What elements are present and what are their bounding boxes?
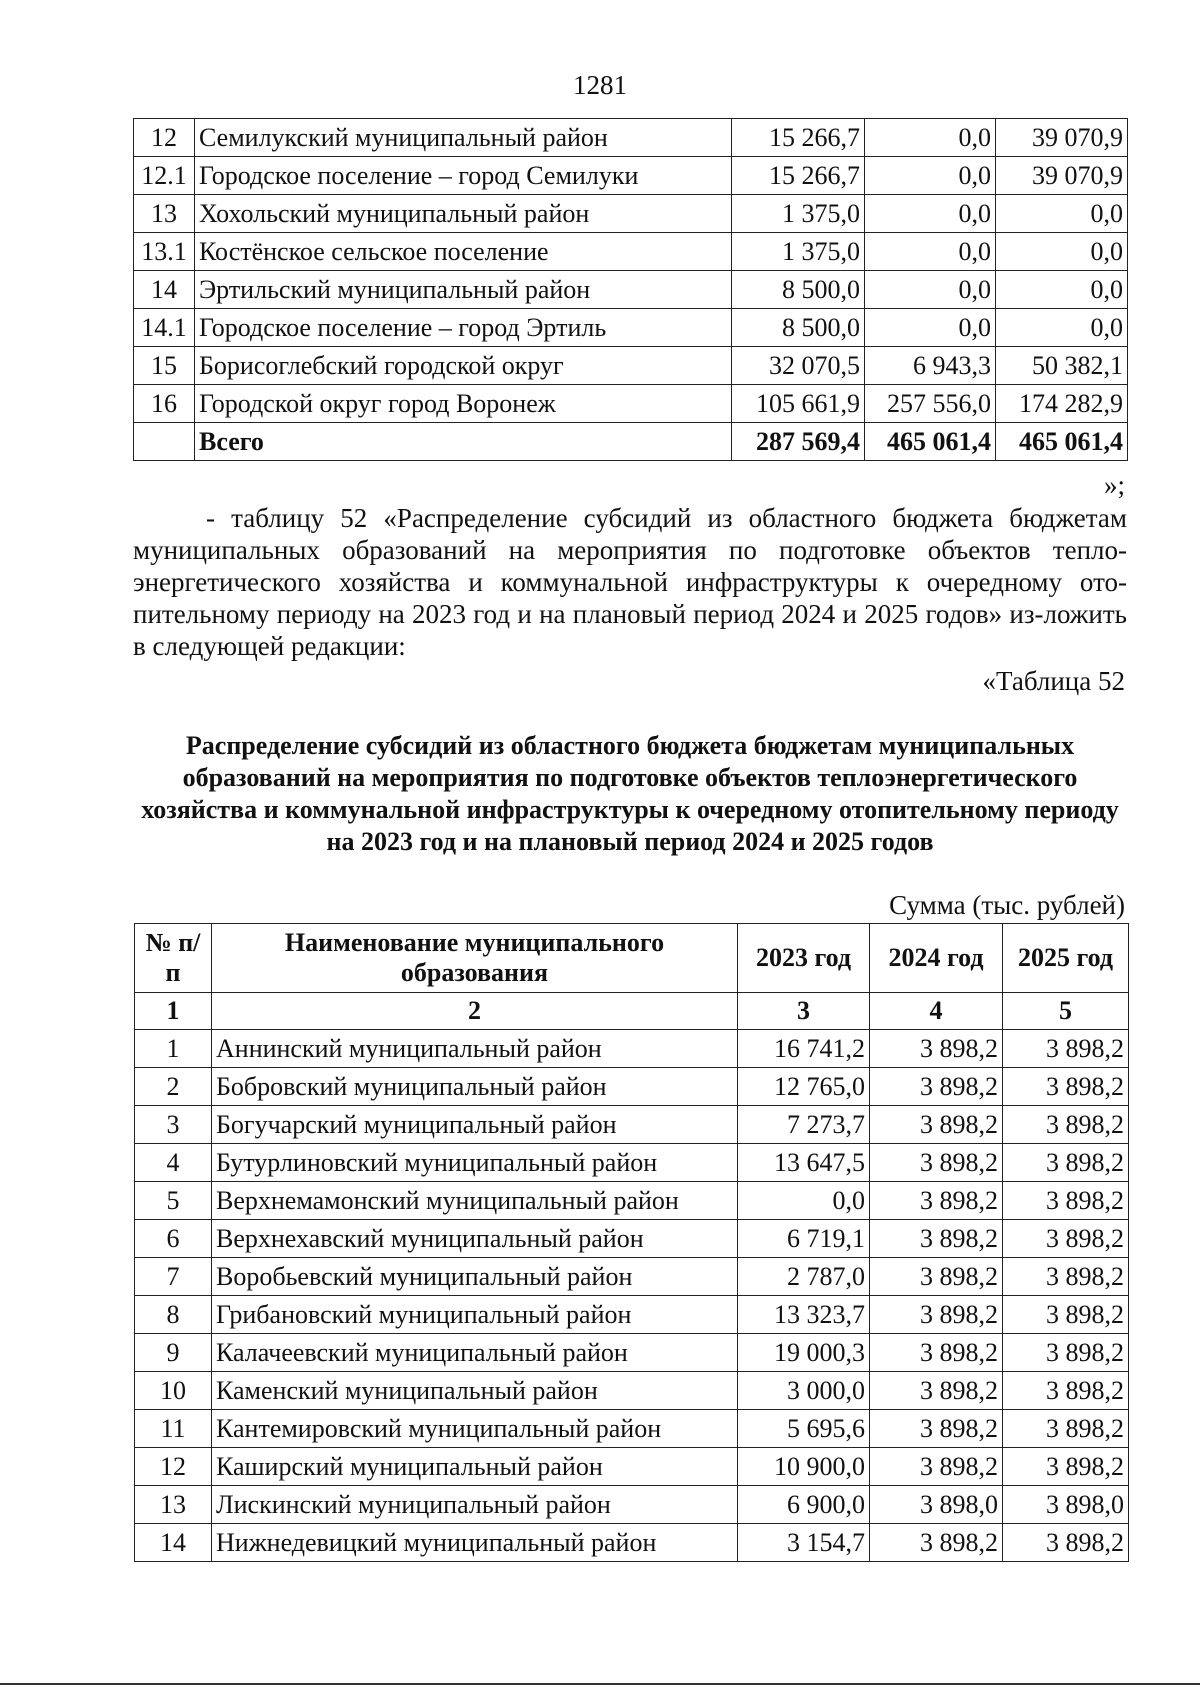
cell-num: 13.1 [134, 233, 195, 271]
cell-name: Воробьевский муниципальный район [212, 1258, 738, 1296]
cell-y2025: 3 898,0 [1003, 1486, 1129, 1524]
cell-name: Нижнедевицкий муниципальный район [212, 1524, 738, 1562]
closing-quote: »; [1103, 470, 1125, 500]
cell-name: Верхнехавский муниципальный район [212, 1220, 738, 1258]
cell-name: Каменский муниципальный район [212, 1372, 738, 1410]
cell-name: Грибановский муниципальный район [212, 1296, 738, 1334]
cell-y2023: 5 695,6 [738, 1410, 870, 1448]
cell-y2024: 6 943,3 [865, 347, 996, 385]
table-title: Распределение субсидий из областного бюджета бюджетам муниципальных образований на мероприятия по подготовке объектов теплоэнергетического хозяйства и коммунальной инфраструктуры к очередному отопительному периоду на 2023 год и на плановый период 2024 и 2025 годов [141, 731, 1119, 856]
cell-name: Кантемировский муниципальный район [212, 1410, 738, 1448]
cell-y2023: 13 323,7 [738, 1296, 870, 1334]
cell-y2023: 3 154,7 [738, 1524, 870, 1562]
cell-y2025: 3 898,2 [1003, 1448, 1129, 1486]
cell-y2024: 3 898,0 [870, 1486, 1003, 1524]
cell-num: 10 [135, 1372, 212, 1410]
cell-y2025: 0,0 [996, 233, 1128, 271]
cell-num: 2 [135, 1068, 212, 1106]
cell-y2023: 12 765,0 [738, 1068, 870, 1106]
table-row [135, 1448, 1129, 1486]
table-label: «Таблица 52 [982, 666, 1125, 696]
page-number: 1281 [573, 70, 627, 100]
table-row [135, 1372, 1129, 1410]
cell-num: 13 [135, 1486, 212, 1524]
cell-y2025: 39 070,9 [996, 157, 1128, 195]
table-row [135, 1106, 1129, 1144]
cell-y2025: 3 898,2 [1003, 1258, 1129, 1296]
cell-num: 12 [135, 1448, 212, 1486]
cell-name: Каширский муниципальный район [212, 1448, 738, 1486]
cell-y2024: 3 898,2 [870, 1448, 1003, 1486]
cell-name: Бутурлиновский муниципальный район [212, 1144, 738, 1182]
cell-name: Городское поселение – город Семилуки [195, 157, 732, 195]
cell-y2023: 3 000,0 [738, 1372, 870, 1410]
cell-y2025: 50 382,1 [996, 347, 1128, 385]
cell-num: 13 [134, 195, 195, 233]
cell-y2023: 6 719,1 [738, 1220, 870, 1258]
cell-y2025: 3 898,2 [1003, 1106, 1129, 1144]
cell-num: 1 [135, 1030, 212, 1068]
cell-y2024: 0,0 [865, 195, 996, 233]
cell-num: 16 [134, 385, 195, 423]
cell-y2025: 3 898,2 [1003, 1144, 1129, 1182]
cell-name: Бобровский муниципальный район [212, 1068, 738, 1106]
cell-y2025: 3 898,2 [1003, 1334, 1129, 1372]
cell-num: 8 [135, 1296, 212, 1334]
intro-paragraph: - таблицу 52 «Распределение субсидий из областного бюджета бюджетам муниципальных образований на мероприятия по подготовке объектов тепло-энергетического хозяйства и коммунальной инфраструктуры к очередному ото-пительному периоду на 2023 год и на плановый период 2024 и 2025 годов» из-ложить в следующей редакции: [133, 503, 1127, 661]
continued-table-body [134, 119, 1128, 461]
cell-y2023: 1 375,0 [732, 195, 865, 233]
table-row [134, 119, 1128, 157]
cell-y2023: 15 266,7 [732, 119, 865, 157]
table-row [134, 385, 1128, 423]
table-row [134, 347, 1128, 385]
cell-name: Городской округ город Воронеж [195, 385, 732, 423]
cell-name: Хохольский муниципальный район [195, 195, 732, 233]
cell-num: 11 [135, 1410, 212, 1448]
table-row [135, 1486, 1129, 1524]
cell-y2024: 3 898,2 [870, 1106, 1003, 1144]
col-number-1: 1 [135, 993, 212, 1030]
table-row [135, 1258, 1129, 1296]
table-row [134, 271, 1128, 309]
table-row [135, 1144, 1129, 1182]
cell-y2024: 3 898,2 [870, 1524, 1003, 1562]
subsidy-table [134, 923, 1129, 1562]
total-num [134, 423, 195, 461]
cell-y2023: 7 273,7 [738, 1106, 870, 1144]
cell-y2025: 3 898,2 [1003, 1372, 1129, 1410]
total-name: Всего [195, 423, 732, 461]
cell-y2025: 0,0 [996, 271, 1128, 309]
subsidy-table-body [135, 1030, 1129, 1562]
cell-y2024: 3 898,2 [870, 1030, 1003, 1068]
continued-table [133, 118, 1128, 461]
cell-name: Городское поселение – город Эртиль [195, 309, 732, 347]
cell-y2025: 0,0 [996, 309, 1128, 347]
col-number-2: 2 [212, 993, 738, 1030]
header-2024: 2024 год [870, 924, 1003, 993]
cell-y2024: 0,0 [865, 271, 996, 309]
table-row [135, 1068, 1129, 1106]
total-y2023: 287 569,4 [732, 423, 865, 461]
cell-num: 3 [135, 1106, 212, 1144]
header-row [135, 924, 1129, 993]
cell-y2023: 16 741,2 [738, 1030, 870, 1068]
cell-name: Костёнское сельское поселение [195, 233, 732, 271]
table-row [135, 1220, 1129, 1258]
cell-y2024: 0,0 [865, 233, 996, 271]
cell-num: 9 [135, 1334, 212, 1372]
cell-y2023: 32 070,5 [732, 347, 865, 385]
cell-y2023: 15 266,7 [732, 157, 865, 195]
cell-y2023: 8 500,0 [732, 309, 865, 347]
cell-y2023: 105 661,9 [732, 385, 865, 423]
cell-name: Богучарский муниципальный район [212, 1106, 738, 1144]
col-number-4: 4 [870, 993, 1003, 1030]
table-row [135, 1296, 1129, 1334]
cell-y2023: 1 375,0 [732, 233, 865, 271]
cell-y2024: 3 898,2 [870, 1410, 1003, 1448]
cell-y2025: 3 898,2 [1003, 1410, 1129, 1448]
cell-y2024: 3 898,2 [870, 1144, 1003, 1182]
cell-y2025: 3 898,2 [1003, 1068, 1129, 1106]
cell-num: 14.1 [134, 309, 195, 347]
cell-name: Эртильский муниципальный район [195, 271, 732, 309]
col-number-3: 3 [738, 993, 870, 1030]
cell-num: 5 [135, 1182, 212, 1220]
cell-y2025: 39 070,9 [996, 119, 1128, 157]
total-y2024: 465 061,4 [865, 423, 996, 461]
units-label: Сумма (тыс. рублей) [889, 890, 1125, 920]
table-row [135, 1182, 1129, 1220]
cell-num: 15 [134, 347, 195, 385]
header-num: № п/п [135, 924, 212, 993]
cell-num: 6 [135, 1220, 212, 1258]
cell-y2025: 3 898,2 [1003, 1030, 1129, 1068]
cell-num: 12 [134, 119, 195, 157]
cell-y2025: 3 898,2 [1003, 1296, 1129, 1334]
table-row [134, 309, 1128, 347]
cell-num: 4 [135, 1144, 212, 1182]
cell-name: Борисоглебский городской округ [195, 347, 732, 385]
cell-y2024: 0,0 [865, 119, 996, 157]
cell-y2024: 3 898,2 [870, 1182, 1003, 1220]
cell-y2024: 3 898,2 [870, 1258, 1003, 1296]
cell-num: 14 [135, 1524, 212, 1562]
cell-y2025: 3 898,2 [1003, 1220, 1129, 1258]
cell-y2023: 2 787,0 [738, 1258, 870, 1296]
header-name: Наименование муниципального образования [212, 924, 738, 993]
table-row [135, 1524, 1129, 1562]
cell-y2024: 3 898,2 [870, 1296, 1003, 1334]
cell-name: Лискинский муниципальный район [212, 1486, 738, 1524]
total-row [134, 423, 1128, 461]
cell-y2025: 174 282,9 [996, 385, 1128, 423]
cell-num: 14 [134, 271, 195, 309]
column-number-row [135, 993, 1129, 1030]
total-y2025: 465 061,4 [996, 423, 1128, 461]
table-row [134, 157, 1128, 195]
cell-name: Семилукский муниципальный район [195, 119, 732, 157]
cell-y2024: 0,0 [865, 157, 996, 195]
footer-rule [0, 1683, 1200, 1685]
cell-y2023: 19 000,3 [738, 1334, 870, 1372]
table-row [135, 1030, 1129, 1068]
cell-name: Аннинский муниципальный район [212, 1030, 738, 1068]
table-row [134, 233, 1128, 271]
cell-y2024: 3 898,2 [870, 1068, 1003, 1106]
header-2023: 2023 год [738, 924, 870, 993]
cell-num: 7 [135, 1258, 212, 1296]
cell-num: 12.1 [134, 157, 195, 195]
cell-y2024: 0,0 [865, 309, 996, 347]
cell-y2024: 257 556,0 [865, 385, 996, 423]
cell-y2023: 8 500,0 [732, 271, 865, 309]
cell-y2024: 3 898,2 [870, 1334, 1003, 1372]
table-row [135, 1410, 1129, 1448]
cell-y2023: 13 647,5 [738, 1144, 870, 1182]
cell-y2025: 3 898,2 [1003, 1182, 1129, 1220]
cell-name: Верхнемамонский муниципальный район [212, 1182, 738, 1220]
header-2025: 2025 год [1003, 924, 1129, 993]
cell-y2024: 3 898,2 [870, 1372, 1003, 1410]
cell-y2023: 10 900,0 [738, 1448, 870, 1486]
cell-y2023: 0,0 [738, 1182, 870, 1220]
cell-y2023: 6 900,0 [738, 1486, 870, 1524]
table-row [134, 195, 1128, 233]
cell-y2025: 3 898,2 [1003, 1524, 1129, 1562]
table-row [135, 1334, 1129, 1372]
col-number-5: 5 [1003, 993, 1129, 1030]
cell-y2025: 0,0 [996, 195, 1128, 233]
cell-name: Калачеевский муниципальный район [212, 1334, 738, 1372]
cell-y2024: 3 898,2 [870, 1220, 1003, 1258]
